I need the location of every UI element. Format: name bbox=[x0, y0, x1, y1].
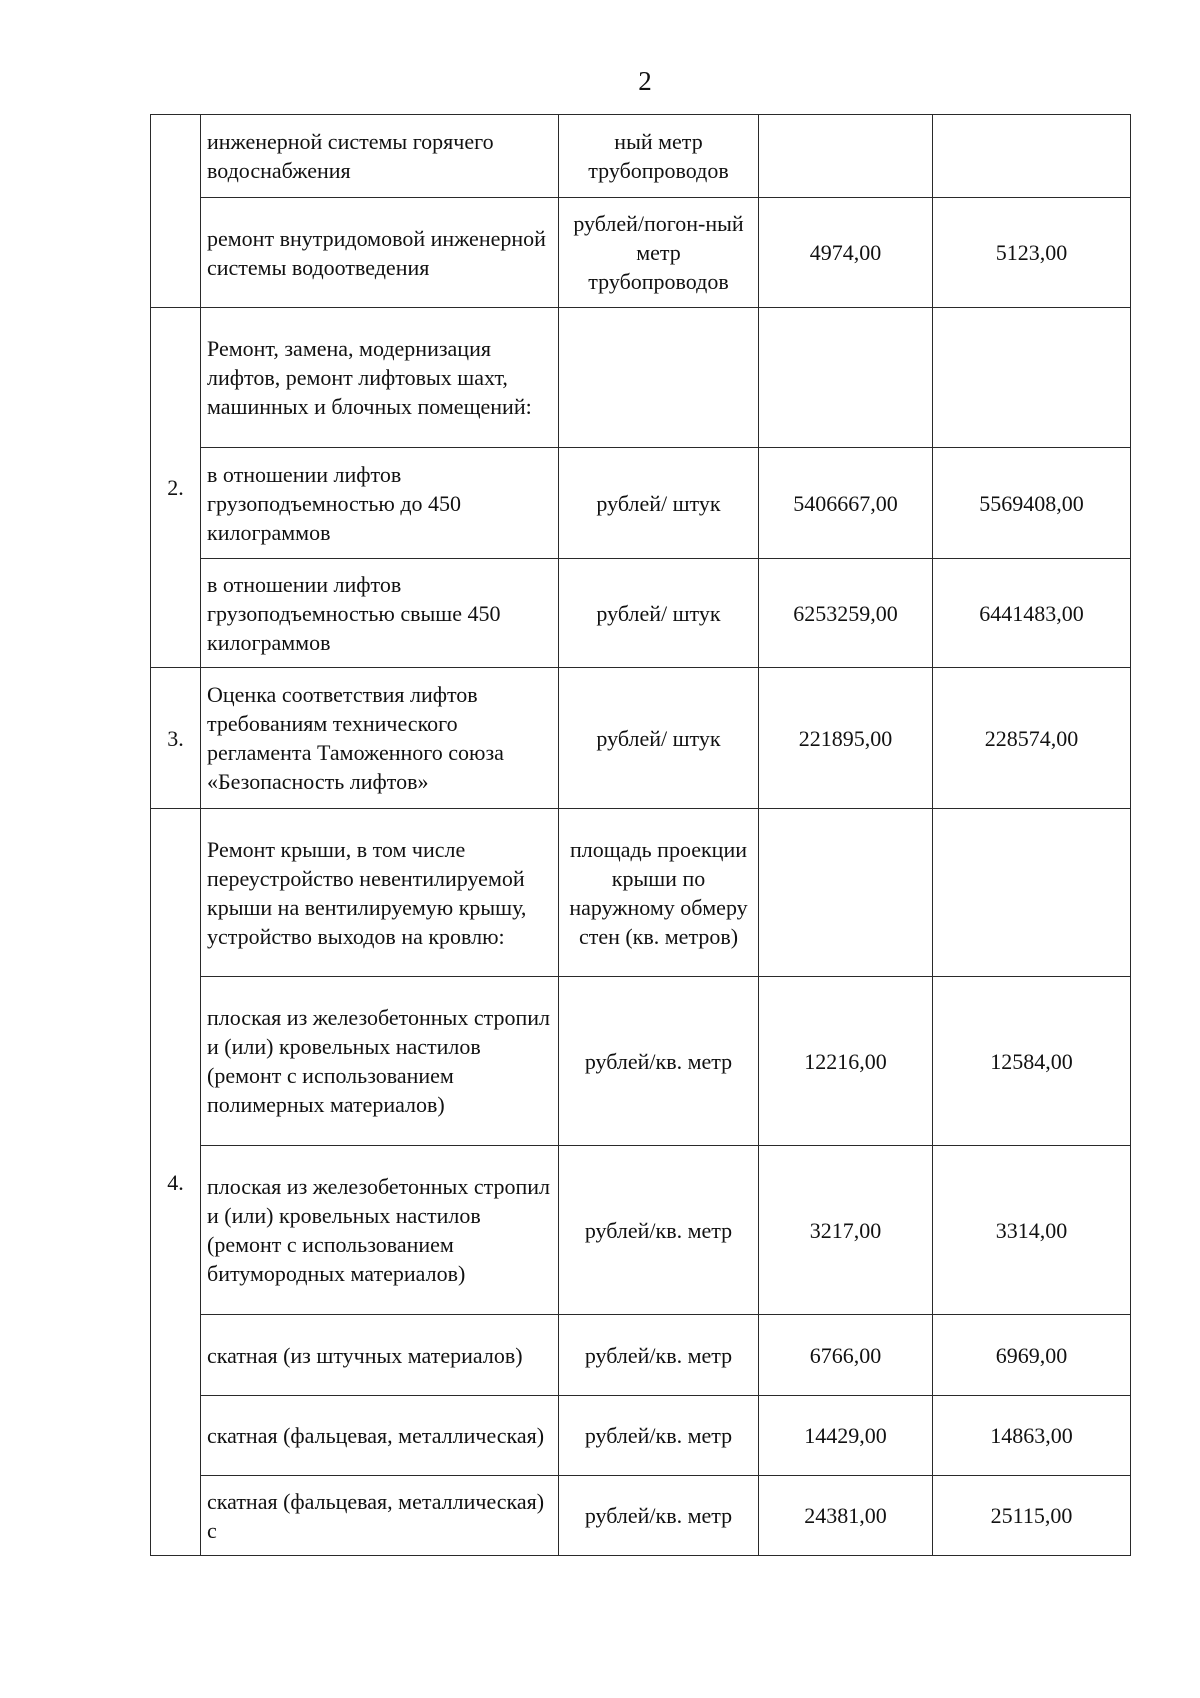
description-cell: Ремонт крыши, в том числе переустройство невентилируемой крыши на вентилируемую крышу, устройство выходов на кровлю: bbox=[201, 809, 559, 977]
unit-cell bbox=[559, 308, 759, 448]
value-2024-cell bbox=[933, 809, 1131, 977]
description-cell: скатная (из штучных материалов) bbox=[201, 1315, 559, 1396]
value-2023-cell bbox=[759, 809, 933, 977]
table-row bbox=[151, 198, 1131, 308]
value-2024-cell: 5123,00 bbox=[933, 198, 1131, 308]
value-2023-cell: 12216,00 bbox=[759, 977, 933, 1146]
value-2023-cell bbox=[759, 115, 933, 198]
unit-cell: рублей/погон-ный метр трубопроводов bbox=[559, 198, 759, 308]
value-2024-cell: 3314,00 bbox=[933, 1146, 1131, 1315]
value-2023-cell: 5406667,00 bbox=[759, 448, 933, 559]
value-2023-cell: 6253259,00 bbox=[759, 559, 933, 668]
description-cell: Оценка соответствия лифтов требованиям технического регламента Таможенного союза «Безопасность лифтов» bbox=[201, 668, 559, 809]
unit-cell: ный метр трубопроводов bbox=[559, 115, 759, 198]
unit-cell: рублей/кв. метр bbox=[559, 1476, 759, 1556]
description-cell: в отношении лифтов грузоподъемностью свыше 450 килограммов bbox=[201, 559, 559, 668]
rates-table bbox=[150, 114, 1131, 1556]
value-2024-cell: 14863,00 bbox=[933, 1396, 1131, 1476]
table-row bbox=[151, 668, 1131, 809]
value-2023-cell: 3217,00 bbox=[759, 1146, 933, 1315]
unit-cell: рублей/кв. метр bbox=[559, 1315, 759, 1396]
table-row bbox=[151, 308, 1131, 448]
value-2023-cell: 14429,00 bbox=[759, 1396, 933, 1476]
unit-cell: рублей/ штук bbox=[559, 559, 759, 668]
table-row bbox=[151, 1146, 1131, 1315]
row-number-cell: 3. bbox=[151, 668, 201, 809]
description-cell: ремонт внутридомовой инженерной системы водоотведения bbox=[201, 198, 559, 308]
value-2024-cell: 25115,00 bbox=[933, 1476, 1131, 1556]
unit-cell: площадь проекции крыши по наружному обмеру стен (кв. метров) bbox=[559, 809, 759, 977]
unit-cell: рублей/кв. метр bbox=[559, 1396, 759, 1476]
value-2024-cell: 6441483,00 bbox=[933, 559, 1131, 668]
description-cell: Ремонт, замена, модернизация лифтов, ремонт лифтовых шахт, машинных и блочных помещений: bbox=[201, 308, 559, 448]
table-row bbox=[151, 809, 1131, 977]
row-number-cell: 4. bbox=[151, 809, 201, 1556]
unit-cell: рублей/ штук bbox=[559, 668, 759, 809]
value-2024-cell: 5569408,00 bbox=[933, 448, 1131, 559]
page-number: 2 bbox=[638, 66, 652, 96]
description-cell: скатная (фальцевая, металлическая) с bbox=[201, 1476, 559, 1556]
table-row bbox=[151, 1315, 1131, 1396]
table-row bbox=[151, 1396, 1131, 1476]
table-row bbox=[151, 559, 1131, 668]
description-cell: плоская из железобетонных стропил и (или) кровельных настилов (ремонт с использованием битумородных материалов) bbox=[201, 1146, 559, 1315]
unit-cell: рублей/кв. метр bbox=[559, 977, 759, 1146]
value-2024-cell bbox=[933, 115, 1131, 198]
value-2023-cell: 4974,00 bbox=[759, 198, 933, 308]
row-number-cell bbox=[151, 115, 201, 308]
unit-cell: рублей/ штук bbox=[559, 448, 759, 559]
description-cell: инженерной системы горячего водоснабжения bbox=[201, 115, 559, 198]
description-cell: плоская из железобетонных стропил и (или) кровельных настилов (ремонт с использованием полимерных материалов) bbox=[201, 977, 559, 1146]
value-2024-cell bbox=[933, 308, 1131, 448]
value-2023-cell: 24381,00 bbox=[759, 1476, 933, 1556]
value-2024-cell: 12584,00 bbox=[933, 977, 1131, 1146]
value-2023-cell: 221895,00 bbox=[759, 668, 933, 809]
table-row bbox=[151, 448, 1131, 559]
value-2023-cell bbox=[759, 308, 933, 448]
table-row bbox=[151, 115, 1131, 198]
value-2024-cell: 6969,00 bbox=[933, 1315, 1131, 1396]
row-number-cell: 2. bbox=[151, 308, 201, 668]
unit-cell: рублей/кв. метр bbox=[559, 1146, 759, 1315]
table-row bbox=[151, 977, 1131, 1146]
value-2024-cell: 228574,00 bbox=[933, 668, 1131, 809]
description-cell: в отношении лифтов грузоподъемностью до 450 килограммов bbox=[201, 448, 559, 559]
table-row bbox=[151, 1476, 1131, 1556]
value-2023-cell: 6766,00 bbox=[759, 1315, 933, 1396]
description-cell: скатная (фальцевая, металлическая) bbox=[201, 1396, 559, 1476]
